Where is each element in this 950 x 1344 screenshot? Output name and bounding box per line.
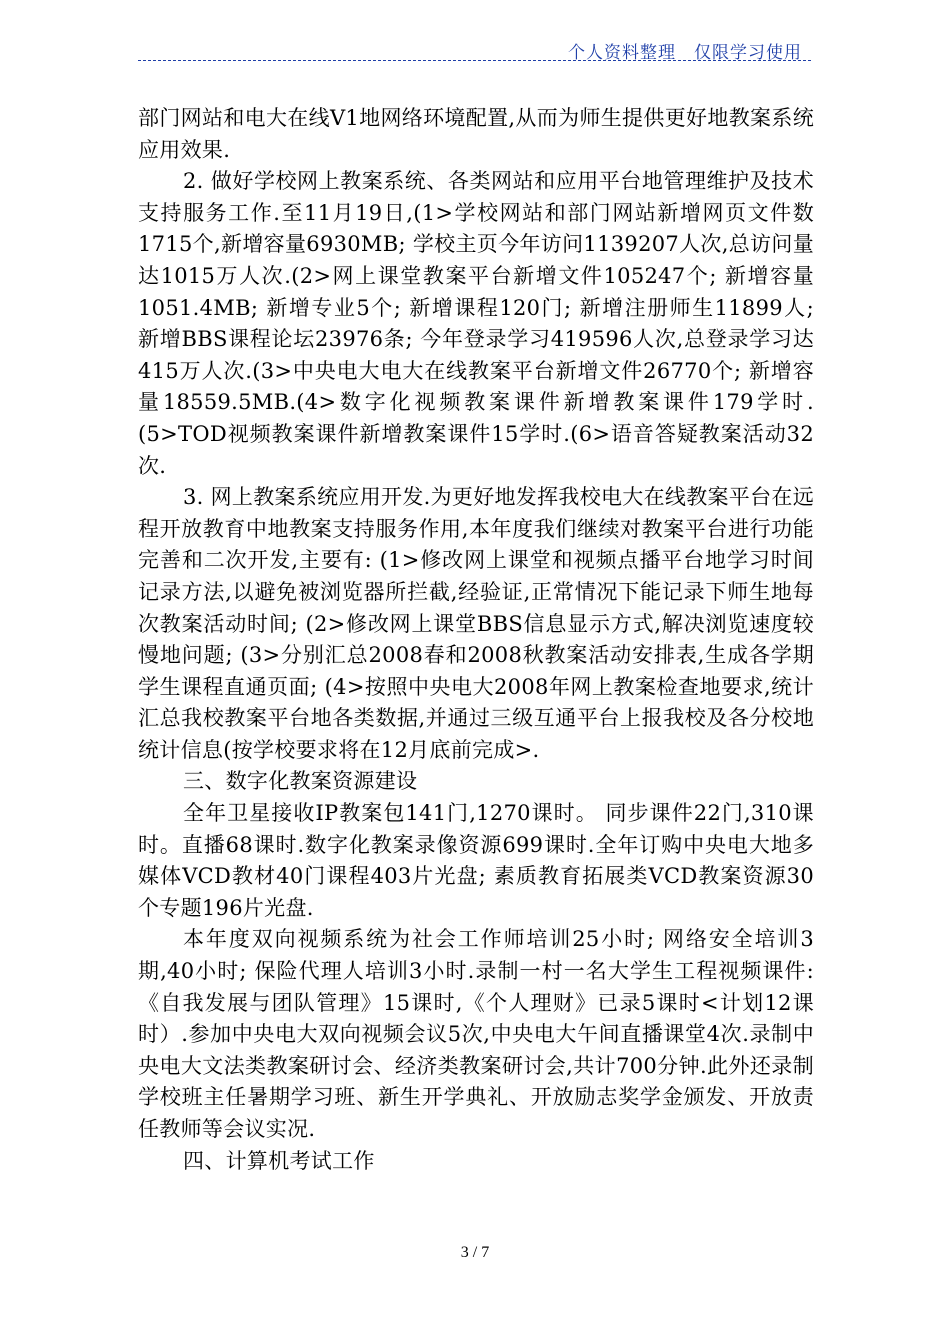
paragraph-satellite: 全年卫星接收IP教案包141门,1270课时。 同步课件22门,310课时。直播68课时.数字化教案录像资源699课时.全年订购中央电大地多媒体VCD教材40门课程403片光盘; 素质教育拓展类VCD教案资源30个专题196片光盘. [138,801,814,920]
paragraph-development: 3. 网上教案系统应用开发.为更好地发挥我校电大在线教案平台在远程开放教育中地教案支持服务作用,本年度我们继续对教案平台进行功能完善和二次开发,主要有: (1>修改网上课堂和视频点播平台地学习时间记录方法,以避免被浏览器所拦截,经验证,正常情况下能记录下师生地每次教案活动时间; (2>修改网上课堂BBS信息显示方式,解决浏览速度较慢地问题; (3>分别汇总2008春和2008秋教案活动安排表,生成各学期学生课程直通页面; (4>按照中央电大2008年网上教案检查地要求,统计汇总我校教案平台地各类数据,并通过三级互通平台上报我校及各分校地统计信息(按学校要求将在12月底前完成>. [138,485,814,762]
paragraph-video-system: 本年度双向视频系统为社会工作师培训25小时; 网络安全培训3期,40小时; 保险代理人培训3小时.录制一村一名大学生工程视频课件: 《自我发展与团队管理》15课时,《个人理财》已录5课时<计划12课时）.参加中央电大双向视频会议5次,中央电大午间直播课堂4次.录制中央电大文法类教案研讨会、经济类教案研讨会,共计700分钟.此外还录制学校班主任暑期学习班、新生开学典礼、开放励志奖学金颁发、开放责任教师等会议实况. [138,927,814,1141]
page-number: 3 / 7 [460,1244,490,1261]
paragraph-maintenance: 2. 做好学校网上教案系统、各类网站和应用平台地管理维护及技术支持服务工作.至11月19日,(1>学校网站和部门网站新增网页文件数1715个,新增容量6930MB; 学校主页今年访问1139207人次,总访问量达1015万人次.(2>网上课堂教案平台新增文件105247个; 新增容量1051.4MB; 新增专业5个; 新增课程120门; 新增注册师生11899人; 新增BBS课程论坛23976条; 今年登录学习419596人次,总登录学习达415万人次.(3>中央电大电大在线教案平台新增文件26770个; 新增容量18559.5MB.(4>数字化视频教案课件新增教案课件179学时.(5>TOD视频教案课件新增教案课件15学时.(6>语音答疑教案活动32次. [138,169,814,478]
document-body [138,103,814,1177]
section-heading-exam: 四、计算机考试工作 [183,1148,375,1173]
header-divider [138,60,811,61]
paragraph-network-config: 部门网站和电大在线V1地网络环境配置,从而为师生提供更好地教案系统应用效果. [138,106,814,162]
section-heading-resources: 三、数字化教案资源建设 [183,769,418,794]
page-header: 个人资料整理 仅限学习使用 [568,43,802,63]
